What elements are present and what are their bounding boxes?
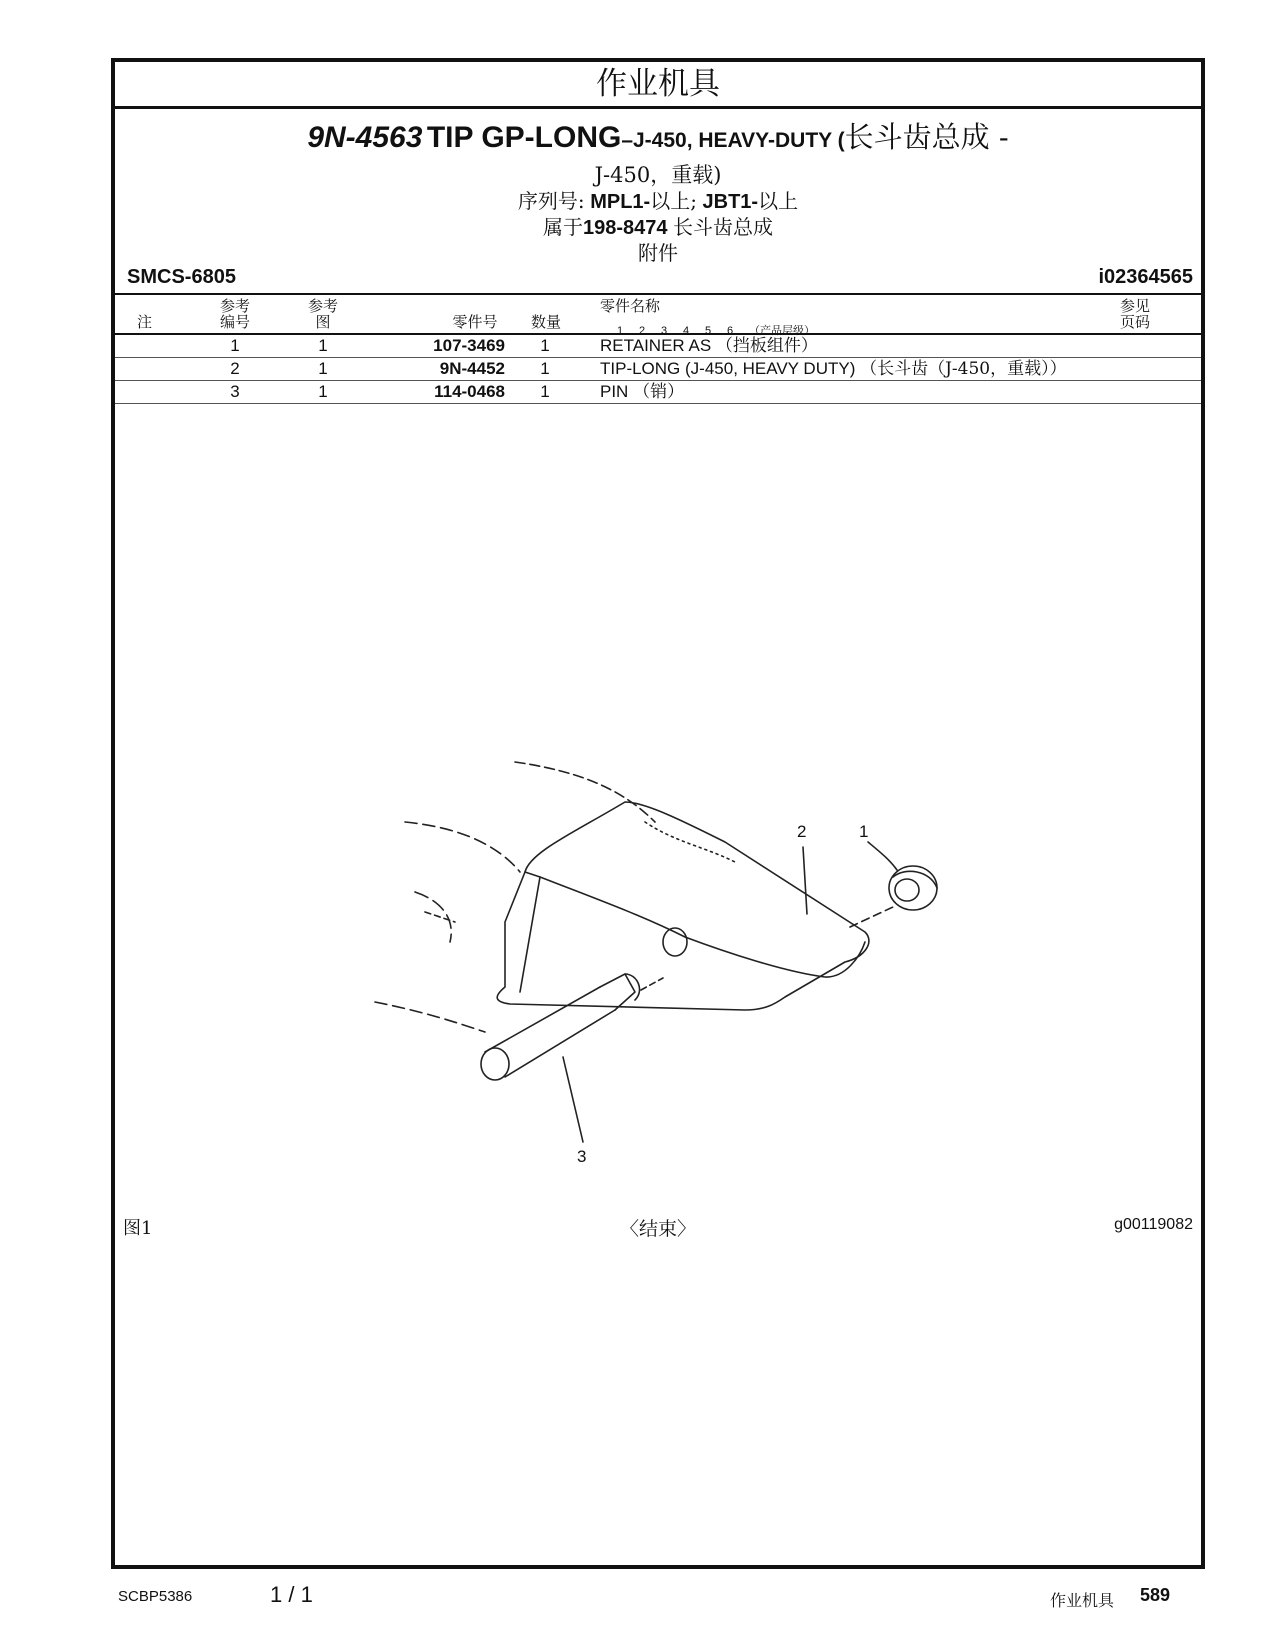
tip-body <box>497 802 869 1010</box>
pin-centerline <box>641 978 663 990</box>
row-desc-en: RETAINER AS <box>600 336 712 355</box>
row-ref: 2 <box>230 359 240 378</box>
footer-section: 作业机具 <box>1050 1591 1115 1610</box>
row-desc-cn: （销） <box>633 382 685 402</box>
row-qty: 1 <box>540 382 550 401</box>
row-part-number: 114-0468 <box>434 382 505 401</box>
bucket-outline <box>375 1002 485 1032</box>
row-desc-cn: （长斗齿（J-450，重载）） <box>860 359 1067 379</box>
section-title: 作业机具 <box>115 62 1201 109</box>
col-qty: 数量 <box>530 313 561 331</box>
serial-line <box>115 189 1201 215</box>
serial-b: JBT1- <box>702 191 759 213</box>
category: 附件 <box>638 241 678 265</box>
title-name: TIP GP-LONG <box>426 121 622 154</box>
level-4: 4 <box>683 325 690 337</box>
levels-note: （产品层级） <box>749 324 815 337</box>
row-desc-en: TIP-LONG (J-450, HEAVY DUTY) <box>600 359 856 378</box>
page-frame <box>111 58 1205 1569</box>
row-ref: 3 <box>230 382 240 401</box>
footer-doc-code: SCBP5386 <box>118 1588 193 1605</box>
col-part-no: 零件号 <box>452 313 498 331</box>
belongs-name: 长斗齿总成 <box>673 215 774 239</box>
bucket-outline <box>515 762 655 822</box>
leader-3 <box>563 1057 583 1142</box>
serial-a: MPL1- <box>590 191 651 213</box>
tip-edge <box>520 872 540 992</box>
leader-2 <box>803 847 807 914</box>
title-block <box>115 118 1201 267</box>
title-suffix: –J-450, HEAVY-DUTY ( <box>621 129 845 152</box>
pin <box>505 1010 615 1077</box>
image-id: g00119082 <box>1114 1216 1193 1233</box>
col-see-page-b: 页码 <box>1119 313 1150 331</box>
header-rule <box>115 293 1201 295</box>
leader-1 <box>868 842 897 870</box>
footer-page-of: 1 / 1 <box>270 1582 313 1607</box>
info-id: i02364565 <box>1098 266 1193 288</box>
row-qty: 1 <box>540 359 550 378</box>
row-part-number: 9N-4452 <box>439 359 505 378</box>
retainer-ring-inner <box>895 879 919 901</box>
belongs-prefix: 属于 <box>542 215 583 239</box>
row-desc-cn: （挡板组件） <box>715 336 818 356</box>
table-row <box>115 358 1201 381</box>
row-desc <box>600 335 818 357</box>
row-fig: 1 <box>318 336 328 355</box>
tip-edge <box>540 877 865 977</box>
table-row <box>115 381 1201 404</box>
row-desc-en: PIN <box>600 382 629 401</box>
figure-label: 图1 <box>123 1218 153 1239</box>
parts-illustration <box>345 742 945 1166</box>
row-ref: 1 <box>230 336 240 355</box>
belongs-part-number: 198-8474 <box>582 217 668 239</box>
col-ref-no-b: 编号 <box>219 313 250 331</box>
title-part-number: 9N-4563 <box>307 121 423 154</box>
bucket-outline <box>415 892 451 942</box>
row-fig: 1 <box>318 382 328 401</box>
footer-page-number: 589 <box>1140 1585 1171 1605</box>
retainer-centerline <box>850 907 893 927</box>
level-6: 6 <box>727 325 734 337</box>
level-3: 3 <box>661 325 668 337</box>
col-ref-fig-a: 参考 <box>307 297 338 315</box>
row-fig: 1 <box>318 359 328 378</box>
col-see-page-a: 参见 <box>1119 297 1150 315</box>
row-desc <box>600 358 1067 380</box>
belongs-line <box>115 215 1201 241</box>
bucket-outline <box>405 822 520 872</box>
col-ref-fig-b: 图 <box>315 313 331 331</box>
title-line <box>115 118 1201 162</box>
retainer-ring <box>889 866 937 910</box>
col-note: 注 <box>137 313 153 331</box>
row-qty: 1 <box>540 336 550 355</box>
title-cn-line2: J-450，重载) <box>594 163 722 187</box>
level-5: 5 <box>705 325 712 337</box>
callout-1: 1 <box>859 822 869 841</box>
level-2: 2 <box>639 325 646 337</box>
col-ref-fig <box>303 298 343 330</box>
title-cn-name: 长斗齿总成 - <box>844 120 1009 154</box>
col-see-page <box>1115 298 1155 330</box>
row-part-number: 107-3469 <box>433 336 505 355</box>
row-desc <box>600 381 684 403</box>
serial-b-cn: 以上 <box>758 189 799 213</box>
col-part-name: 零件名称 <box>600 297 661 315</box>
level-1: 1 <box>617 325 624 337</box>
pin-head <box>600 974 635 1010</box>
bucket-outline <box>425 912 455 922</box>
callout-3: 3 <box>577 1147 587 1166</box>
pin-end <box>481 1048 509 1080</box>
serial-label: 序列号: <box>517 189 585 213</box>
tip-detail <box>645 822 735 862</box>
title-line-2 <box>115 162 1201 189</box>
smcs-code: SMCS-6805 <box>127 266 236 288</box>
callout-2: 2 <box>797 822 807 841</box>
serial-a-cn: 以上; <box>650 189 697 213</box>
col-ref-no-a: 参考 <box>219 297 250 315</box>
pin <box>485 987 600 1052</box>
table-row <box>115 335 1201 358</box>
end-mark: 〈结束〉 <box>619 1218 696 1240</box>
col-ref-no <box>215 298 255 330</box>
category-line <box>115 241 1201 267</box>
